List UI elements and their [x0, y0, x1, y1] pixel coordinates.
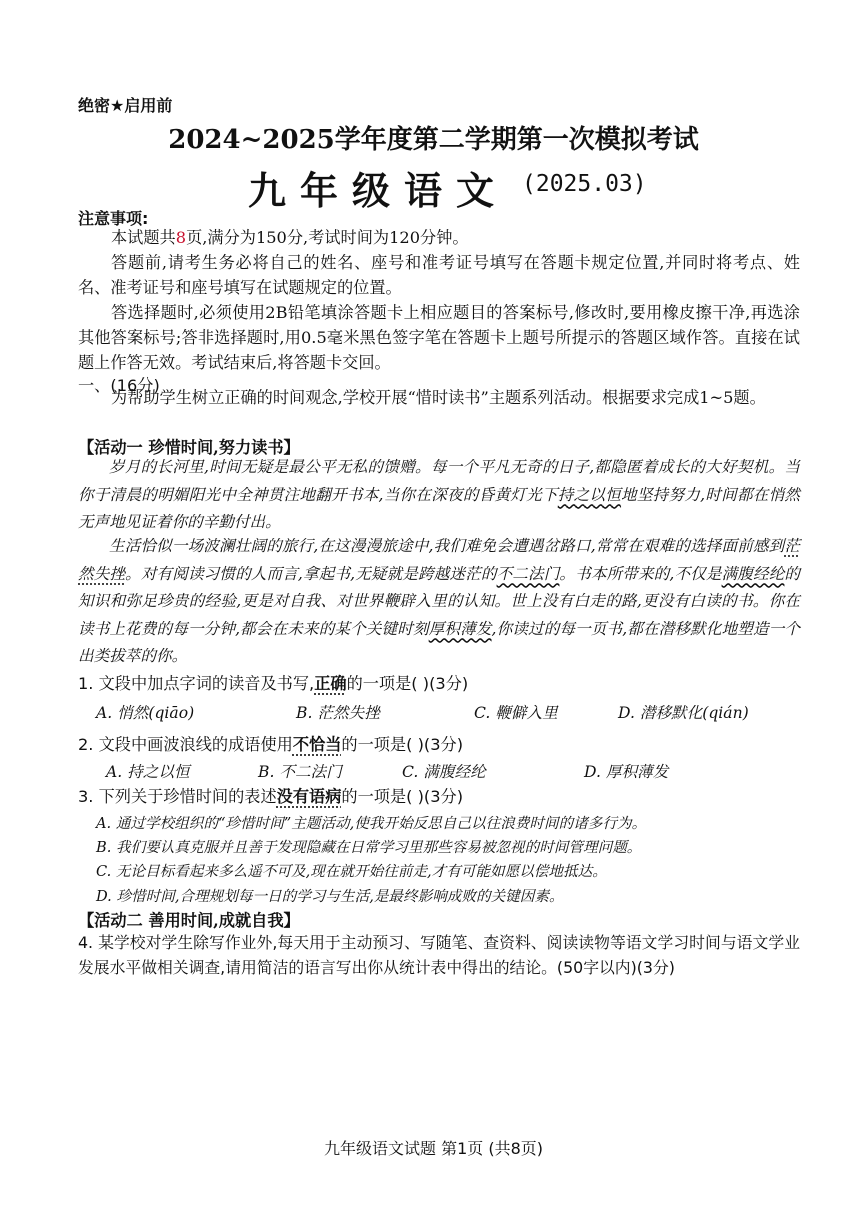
idiom-buerfamen: 不二法门 [496, 564, 560, 583]
para2-text-a: 生活恰似一场波澜壮阔的旅行,在这漫漫旅途中,我们难免会遭遇岔路口,常常在艰难的选择面前感到 [109, 537, 785, 555]
note-2: 答题前,请考生务必将自己的姓名、座号和准考证号填写在答题卡规定位置,并同时将考点、姓名、准考证号和座号填写在试题规定的位置。 [78, 253, 800, 297]
notes-heading: 注意事项: [78, 209, 149, 228]
section-intro: 为帮助学生树立正确的时间观念,学校开展“惜时读书”主题系列活动。根据要求完成1~5题。 [111, 388, 766, 407]
subject-title: 九年级语文 [248, 169, 509, 213]
para2-text-e: 。书本所带来的,不仅是 [559, 564, 722, 583]
q3-text-c: 的一项是( )(3分) [341, 787, 464, 806]
word-mangranshicuo: 茫然失挫 [78, 537, 800, 583]
q3-text-a: 3. 下列关于珍惜时间的表述 [78, 787, 277, 806]
q1-text-a: 1. 文段中加点字词的读音及书写, [78, 674, 315, 693]
question-1 [78, 670, 468, 694]
secret-label: 绝密★启用前 [78, 96, 173, 115]
para1-text-a: 岁月的长河里,时间无疑是最公平无私的馈赠。每一个平凡无奇的日子,都隐匿着成长的大好契机。当你于清晨的明媚阳光中全神贯注地翻开书本,当你在深夜的昏黄灯光下 [78, 458, 800, 504]
q1-option-a: A. 悄然(qiāo) [96, 704, 195, 722]
idiom-manfujinglun: 满腹经纶 [721, 564, 785, 583]
idiom-chizhiyiheng: 持之以恒 [557, 485, 622, 504]
q1-option-c: C. 鞭僻入里 [474, 704, 558, 722]
page-footer: 九年级语文试题 第1页 (共8页) [323, 1139, 544, 1158]
para1-text-c: 地坚持努力,时间都在悄然无声地见证着你的辛勤付出。 [78, 485, 800, 531]
exam-title: 2024~2025学年度第二学期第一次模拟考试 [168, 125, 699, 155]
question-3 [78, 783, 463, 807]
exam-date: (2025.03) [522, 171, 647, 197]
q2-text-a: 2. 文段中画波浪线的成语使用 [78, 735, 293, 754]
para2-text-c: 。对有阅读习惯的人而言,拿起书,无疑就是跨越迷茫的 [125, 564, 497, 583]
q3-option-a: A. 通过学校组织的“珍惜时间”主题活动,使我开始反思自己以往浪费时间的诸多行为。 [96, 815, 647, 832]
q2-text-c: 的一项是( )(3分) [341, 735, 464, 754]
para2-text-i: ,你读过的每一页书,都在潜移默化地塑造一个出类拔萃的你。 [78, 619, 801, 665]
q2-option-d: D. 厚积薄发 [584, 763, 669, 781]
note-3: 答选择题时,必须使用2B铅笔填涂答题卡上相应题目的答案标号,修改时,要用橡皮擦干净,再选涂其他答案标号;答非选择题时,用0.5毫米黑色签字笔在答题卡上题号所提示的答题区域作答。直接在试题上作答无效。考试结束后,将答题卡交回。 [78, 303, 800, 372]
q3-option-d: D. 珍惜时间,合理规划每一日的学习与生活,是最终影响成败的关键因素。 [96, 888, 564, 905]
para2-text-g: 的知识和弥足珍贵的经验,更是对自我、对世界鞭辟入里的认知。世上没有白走的路,更没有白读的书。你在读书上花费的每一分钟,都会在未来的某个关键时刻 [78, 564, 801, 638]
question-2 [78, 731, 463, 755]
q2-emphasis: 不恰当 [292, 735, 342, 754]
question-4: 4. 某学校对学生除写作业外,每天用于主动预习、写随笔、查资料、阅读读物等语文学习时间与语文学业发展水平做相关调查,请用简洁的语言写出你从统计表中得出的结论。(50字以内)(3分) [78, 933, 800, 977]
q3-emphasis: 没有语病 [276, 787, 342, 806]
page-count: 8 [175, 228, 187, 247]
q1-text-c: 的一项是( )(3分) [346, 674, 469, 693]
activity-1-heading: 【活动一 珍惜时间,努力读书】 [78, 438, 300, 457]
passage-para-2 [78, 533, 800, 671]
note-1-post: 页,满分为150分,考试时间为120分钟。 [186, 228, 469, 247]
section-heading: 一、(16分) [78, 376, 160, 395]
activity-2-heading: 【活动二 善用时间,成就自我】 [78, 911, 300, 930]
passage-para-1 [78, 454, 800, 537]
q3-option-b: B. 我们要认真克服并且善于发现隐藏在日常学习里那些容易被忽视的时间管理问题。 [96, 839, 642, 856]
q1-option-d: D. 潜移默化(qián) [618, 704, 749, 722]
note-1 [78, 225, 800, 250]
q2-option-b: B. 不二法门 [258, 763, 342, 781]
q2-option-a: A. 持之以恒 [106, 763, 190, 781]
note-1-pre: 本试题共 [111, 228, 176, 247]
q1-option-b: B. 茫然失挫 [296, 704, 380, 722]
q2-option-c: C. 满腹经纶 [402, 763, 486, 781]
q3-option-c: C. 无论目标看起来多么遥不可及,现在就开始往前走,才有可能如愿以偿地抵达。 [96, 863, 607, 880]
idiom-houjibaofa: 厚积薄发 [428, 619, 492, 638]
q1-emphasis: 正确 [314, 674, 347, 693]
